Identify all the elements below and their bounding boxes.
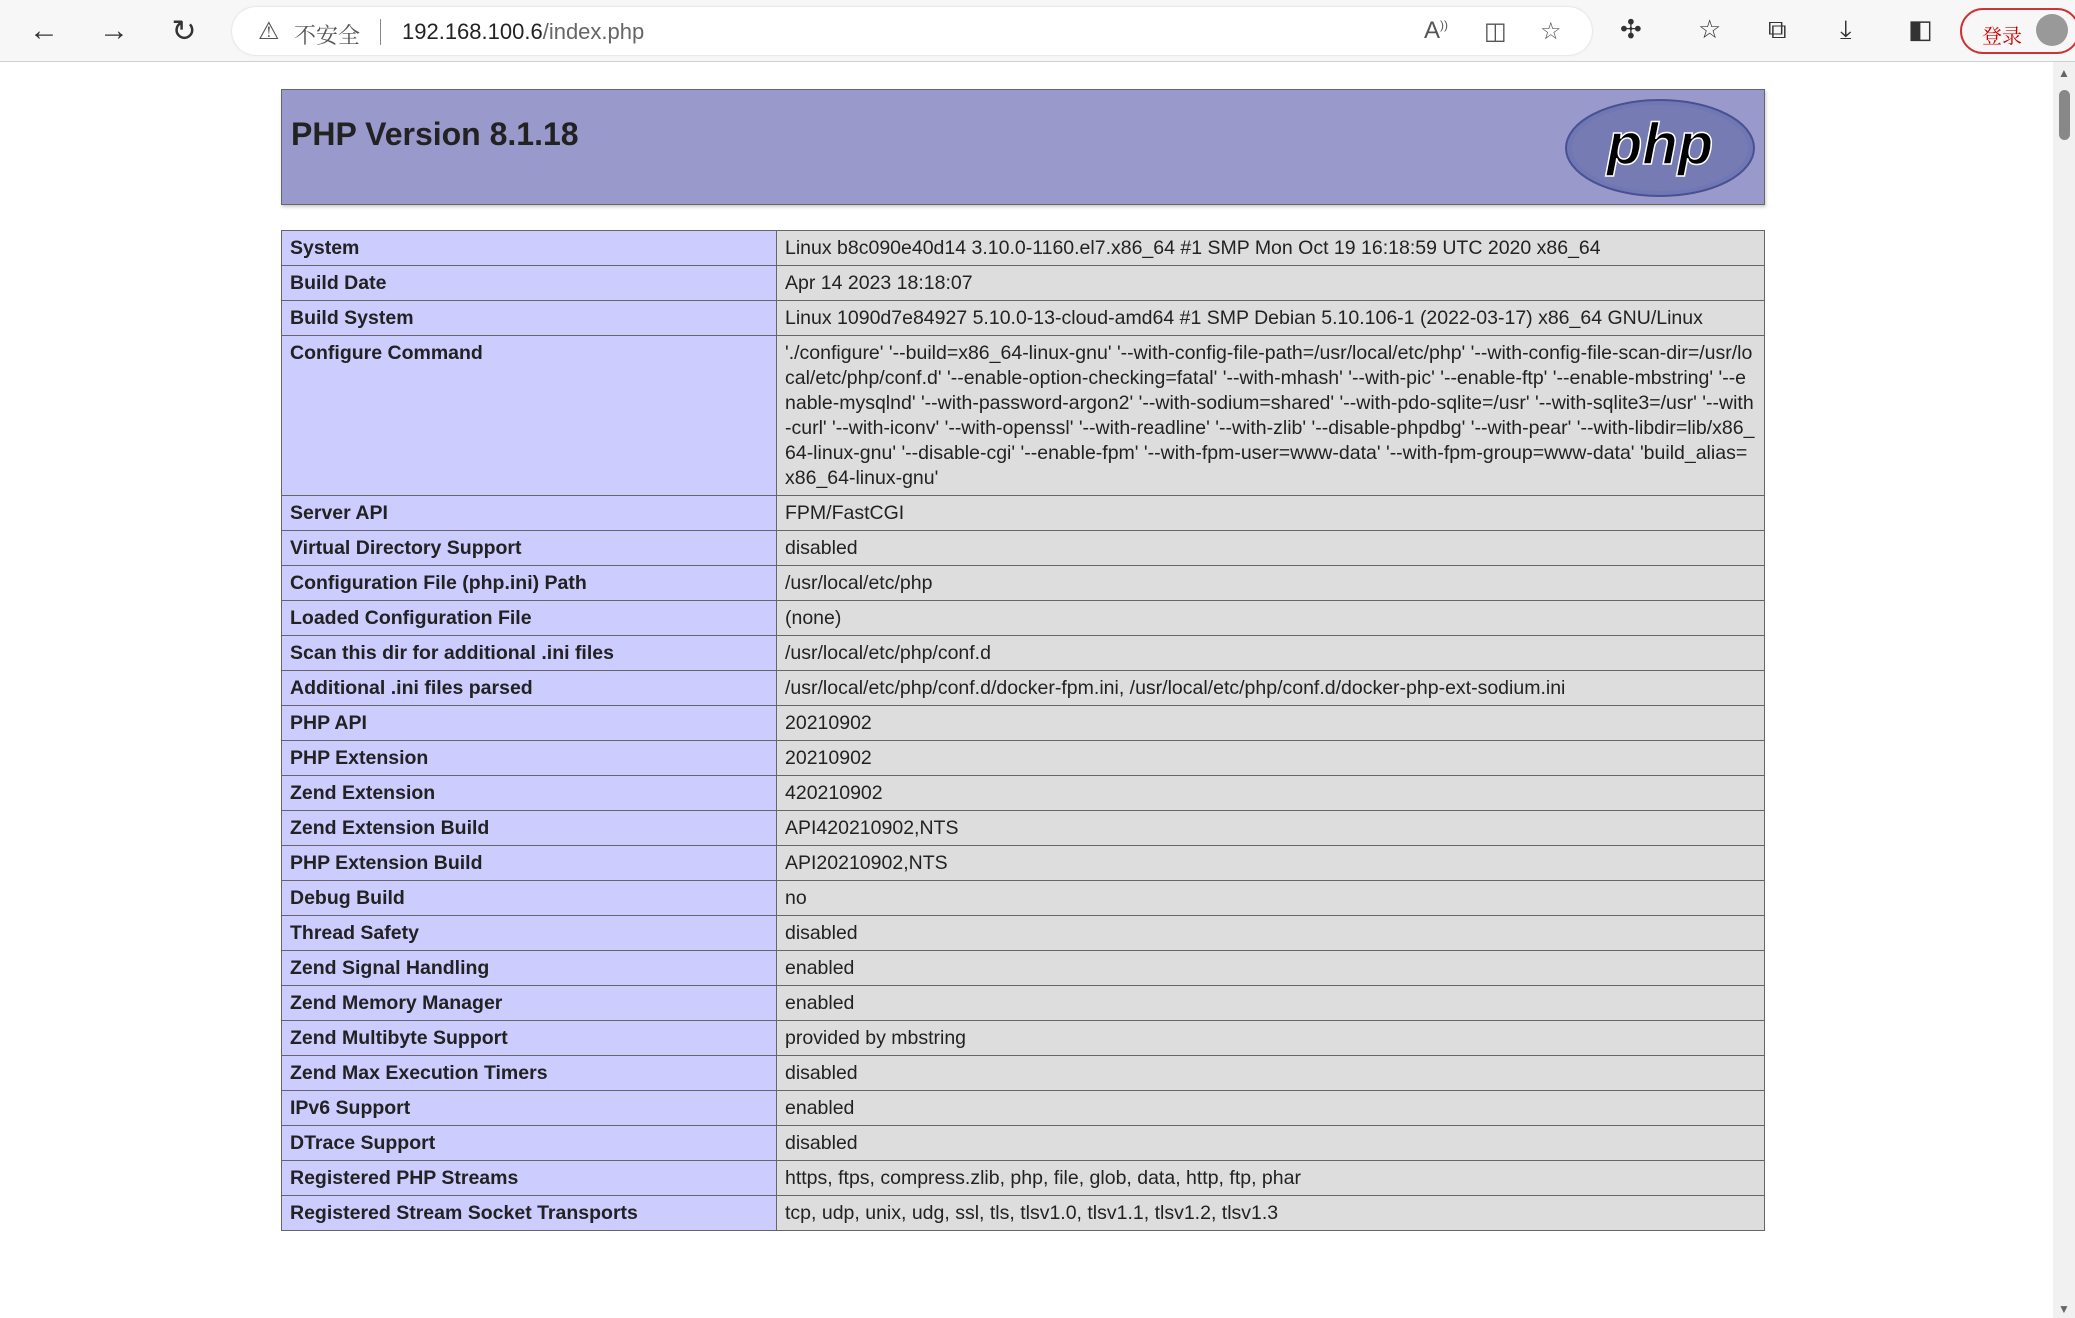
row-key: Loaded Configuration File (282, 601, 777, 636)
row-value: provided by mbstring (777, 1021, 1765, 1056)
row-value: enabled (777, 951, 1765, 986)
row-value: 420210902 (777, 776, 1765, 811)
php-logo (1564, 98, 1756, 198)
row-value: FPM/FastCGI (777, 496, 1765, 531)
table-row (282, 531, 1765, 566)
row-value: Linux b8c090e40d14 3.10.0-1160.el7.x86_64 #1 SMP Mon Oct 19 16:18:59 UTC 2020 x86_64 (777, 231, 1765, 266)
download-icon[interactable]: ⤓ (1840, 14, 1852, 44)
sidebar-icon[interactable]: ◧ (1908, 14, 1933, 44)
avatar[interactable] (2036, 14, 2068, 46)
table-row (282, 1021, 1765, 1056)
table-row (282, 776, 1765, 811)
php-version-header (281, 89, 1765, 205)
row-value: /usr/local/etc/php (777, 566, 1765, 601)
row-key: Build System (282, 301, 777, 336)
row-value: disabled (777, 1056, 1765, 1091)
row-key: Scan this dir for additional .ini files (282, 636, 777, 671)
table-row (282, 986, 1765, 1021)
row-key: PHP Extension Build (282, 846, 777, 881)
row-value: disabled (777, 531, 1765, 566)
row-value: Apr 14 2023 18:18:07 (777, 266, 1765, 301)
row-key: PHP Extension (282, 741, 777, 776)
scrollbar-thumb[interactable] (2059, 90, 2070, 140)
scroll-down-icon[interactable]: ▼ (2058, 1302, 2070, 1316)
browser-toolbar (0, 0, 2075, 62)
divider (380, 19, 381, 45)
row-key: Zend Extension Build (282, 811, 777, 846)
row-key: Zend Multibyte Support (282, 1021, 777, 1056)
collections-icon[interactable]: ⧉ (1768, 14, 1787, 44)
table-row (282, 1056, 1765, 1091)
reload-button[interactable]: ↻ (171, 14, 197, 48)
row-key: Additional .ini files parsed (282, 671, 777, 706)
table-row (282, 846, 1765, 881)
table-row (282, 336, 1765, 496)
table-row (282, 496, 1765, 531)
table-row (282, 741, 1765, 776)
split-screen-icon[interactable]: ◫ (1484, 18, 1507, 45)
table-row (282, 601, 1765, 636)
row-key: Build Date (282, 266, 777, 301)
table-row (282, 1161, 1765, 1196)
row-value: disabled (777, 1126, 1765, 1161)
row-key: Configuration File (php.ini) Path (282, 566, 777, 601)
row-value: enabled (777, 1091, 1765, 1126)
row-key: Registered Stream Socket Transports (282, 1196, 777, 1231)
row-value: tcp, udp, unix, udg, ssl, tls, tlsv1.0, tlsv1.1, tlsv1.2, tlsv1.3 (777, 1196, 1765, 1231)
row-key: Server API (282, 496, 777, 531)
table-row (282, 301, 1765, 336)
warning-icon: ⚠ (258, 18, 280, 45)
row-key: DTrace Support (282, 1126, 777, 1161)
phpinfo-table (281, 230, 1765, 1231)
row-key: Configure Command (282, 336, 777, 496)
row-key: Zend Signal Handling (282, 951, 777, 986)
row-value: API20210902,NTS (777, 846, 1765, 881)
row-key: IPv6 Support (282, 1091, 777, 1126)
table-row (282, 1126, 1765, 1161)
row-value: 20210902 (777, 741, 1765, 776)
url-text[interactable] (402, 19, 644, 45)
table-row (282, 916, 1765, 951)
row-key: Registered PHP Streams (282, 1161, 777, 1196)
phpinfo-page (281, 89, 1765, 1231)
forward-button[interactable]: → (99, 14, 129, 47)
row-value: /usr/local/etc/php/conf.d (777, 636, 1765, 671)
row-value: './configure' '--build=x86_64-linux-gnu' '--with-config-file-path=/usr/local/etc/php' '--with-config-file-scan-dir=/usr/local/etc/php/conf.d' '--enable-option-checking=fatal' '--with-mhash' '--with-pic' '--enable-ftp' '--enable-mbstring' '--enable-mysqlnd' '--with-password-argon2' '--with-sodium=shared' '--with-pdo-sqlite=/usr' '--with-sqlite3=/usr' '--with-curl' '--with-iconv' '--with-openssl' '--with-readline' '--with-zlib' '--disable-phpdbg' '--with-pear' '--with-libdir=lib/x86_64-linux-gnu' '--disable-cgi' '--enable-fpm' '--with-fpm-user=www-data' '--with-fpm-group=www-data' 'build_alias=x86_64-linux-gnu' (777, 336, 1765, 496)
read-aloud-icon[interactable]: A)) (1424, 17, 1449, 44)
row-value: no (777, 881, 1765, 916)
row-value: (none) (777, 601, 1765, 636)
extensions-icon[interactable]: ✣ (1620, 14, 1642, 44)
row-value: API420210902,NTS (777, 811, 1765, 846)
table-row (282, 671, 1765, 706)
table-row (282, 1196, 1765, 1231)
security-label[interactable]: 不安全 (294, 23, 361, 48)
row-key: Thread Safety (282, 916, 777, 951)
row-key: Zend Extension (282, 776, 777, 811)
table-row (282, 1091, 1765, 1126)
table-row (282, 951, 1765, 986)
back-button[interactable]: ← (29, 14, 59, 47)
row-key: Debug Build (282, 881, 777, 916)
table-row (282, 881, 1765, 916)
add-favorite-icon[interactable]: ☆ (1540, 18, 1562, 45)
row-key: System (282, 231, 777, 266)
row-value: /usr/local/etc/php/conf.d/docker-fpm.ini, /usr/local/etc/php/conf.d/docker-php-ext-sodium.ini (777, 671, 1765, 706)
table-row (282, 811, 1765, 846)
svg-text:php: php (1606, 112, 1714, 177)
page-title: PHP Version 8.1.18 (291, 116, 579, 152)
url-path: /index.php (542, 19, 645, 44)
scroll-up-icon[interactable]: ▲ (2058, 66, 2070, 80)
row-key: Virtual Directory Support (282, 531, 777, 566)
row-value: 20210902 (777, 706, 1765, 741)
row-value: Linux 1090d7e84927 5.10.0-13-cloud-amd64 #1 SMP Debian 5.10.106-1 (2022-03-17) x86_64 GNU/Linux (777, 301, 1765, 336)
table-row (282, 706, 1765, 741)
login-label: 登录 (1982, 26, 2022, 48)
vertical-scrollbar[interactable] (2053, 62, 2075, 1318)
url-host: 192.168.100.6 (402, 19, 543, 44)
favorites-icon[interactable]: ☆ (1698, 14, 1722, 44)
row-value: https, ftps, compress.zlib, php, file, glob, data, http, ftp, phar (777, 1161, 1765, 1196)
row-value: disabled (777, 916, 1765, 951)
row-key: Zend Max Execution Timers (282, 1056, 777, 1091)
table-row (282, 266, 1765, 301)
table-row (282, 636, 1765, 671)
table-row (282, 566, 1765, 601)
row-key: PHP API (282, 706, 777, 741)
row-value: enabled (777, 986, 1765, 1021)
address-bar[interactable] (232, 7, 1592, 55)
row-key: Zend Memory Manager (282, 986, 777, 1021)
table-row (282, 231, 1765, 266)
